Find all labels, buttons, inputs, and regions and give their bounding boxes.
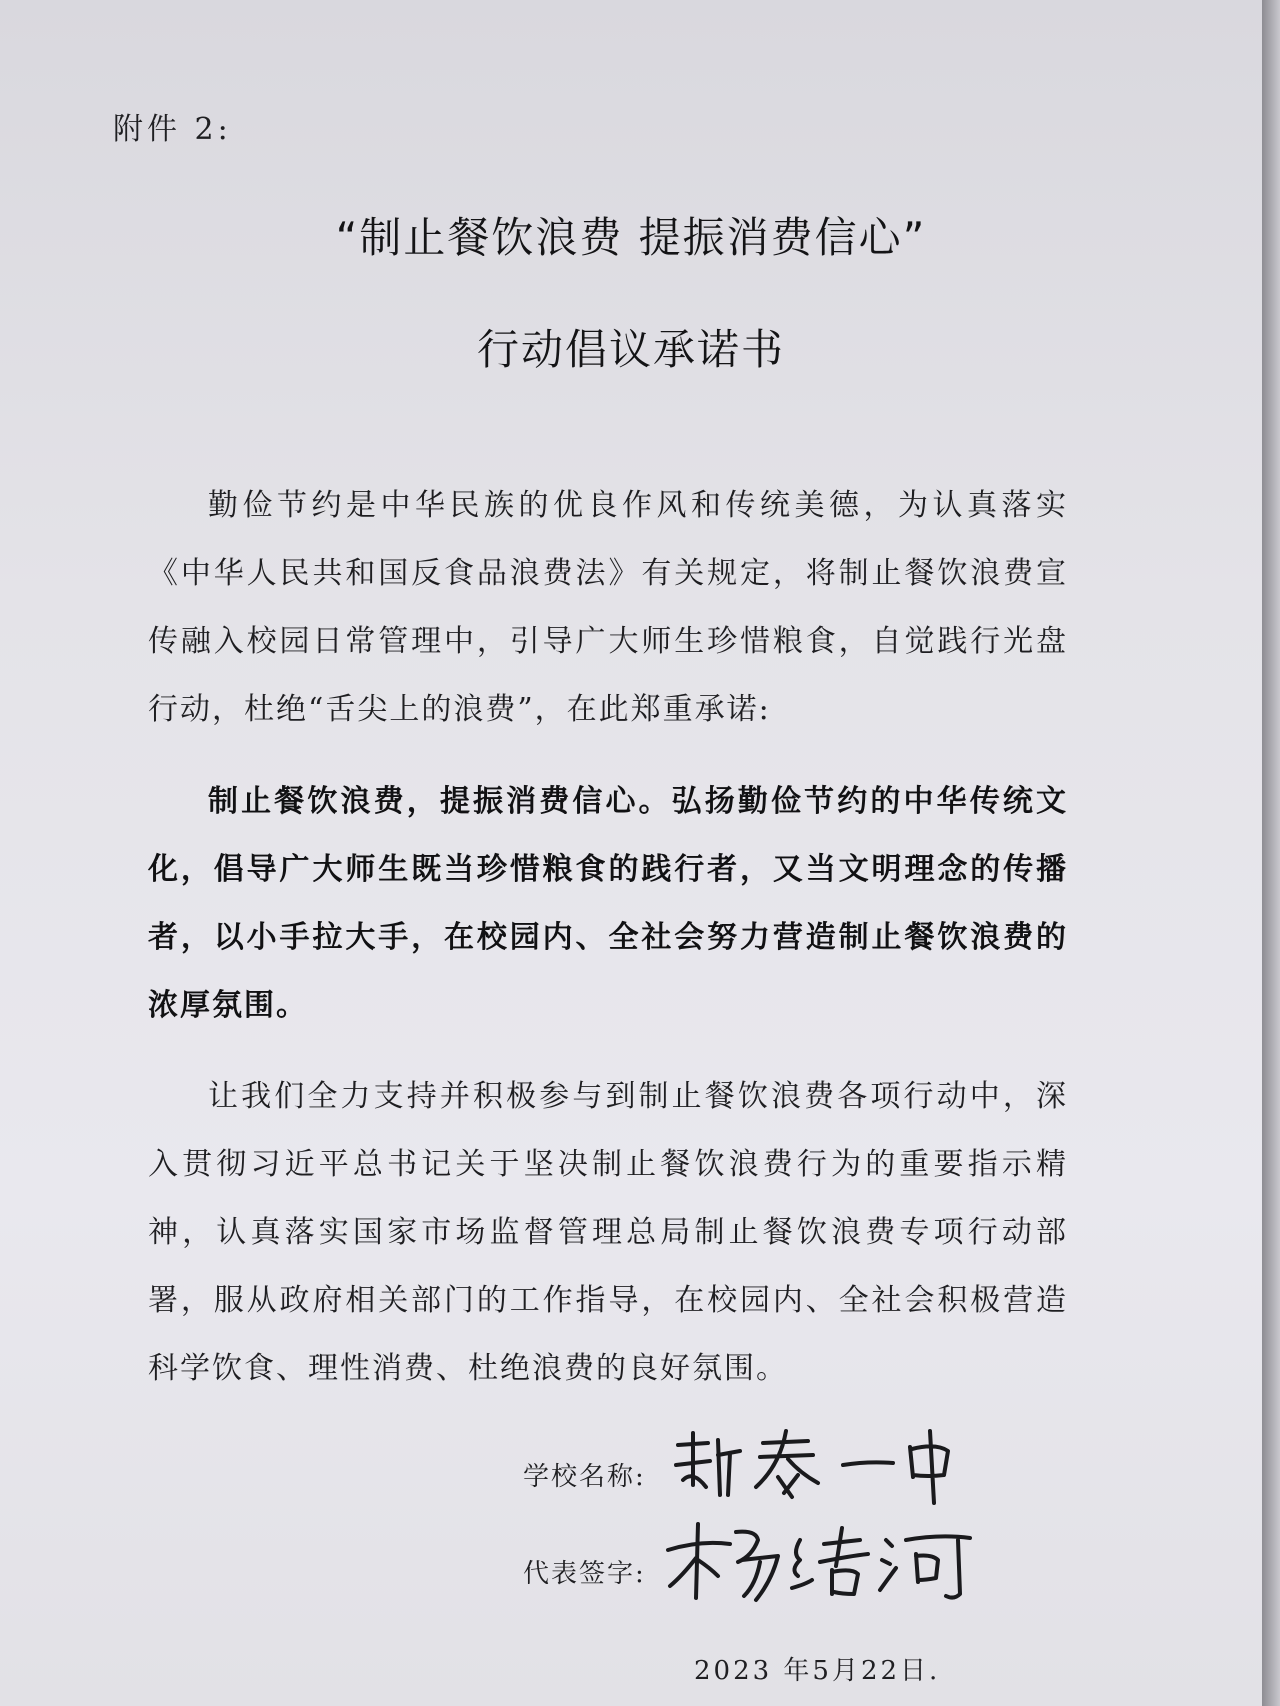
document-title-line2: 行动倡议承诺书 bbox=[476, 325, 785, 374]
paragraph-action: 让我们全力支持并积极参与到制止餐饮浪费各项行动中，深入贯彻习近平总书记关于坚决制止餐饮浪费行为的重要指示精神，认真落实国家市场监督管理总局制止餐饮浪费专项行动部署，服从政府相关部门的工作指导，在校园内、全社会积极营造科学饮食、理性消费、杜绝浪费的良好氛围。 bbox=[148, 1079, 1068, 1386]
attachment-label: 附件 2: bbox=[113, 112, 232, 147]
document-title-line1: “制止餐饮浪费 提振消费信心” bbox=[335, 213, 927, 262]
paragraph-commitment: 制止餐饮浪费，提振消费信心。弘扬勤俭节约的中华传统文化，倡导广大师生既当珍惜粮食的践行者，又当文明理念的传播者，以小手拉大手，在校园内、全社会努力营造制止餐饮浪费的浓厚氛围。 bbox=[148, 784, 1068, 1023]
paper-edge bbox=[1262, 0, 1280, 1706]
signature-date: 2023 年5月22日. bbox=[694, 1656, 941, 1686]
representative-signature bbox=[660, 1510, 990, 1610]
school-name-handwriting bbox=[668, 1425, 968, 1505]
paragraph-intro: 勤俭节约是中华民族的优良作风和传统美德，为认真落实《中华人民共和国反食品浪费法》有关规定，将制止餐饮浪费宣传融入校园日常管理中，引导广大师生珍惜粮食，自觉践行光盘行动，杜绝“舌尖上的浪费”，在此郑重承诺: bbox=[148, 488, 1068, 727]
school-name-label: 学校名称: bbox=[523, 1462, 646, 1492]
representative-label: 代表签字: bbox=[523, 1559, 646, 1589]
